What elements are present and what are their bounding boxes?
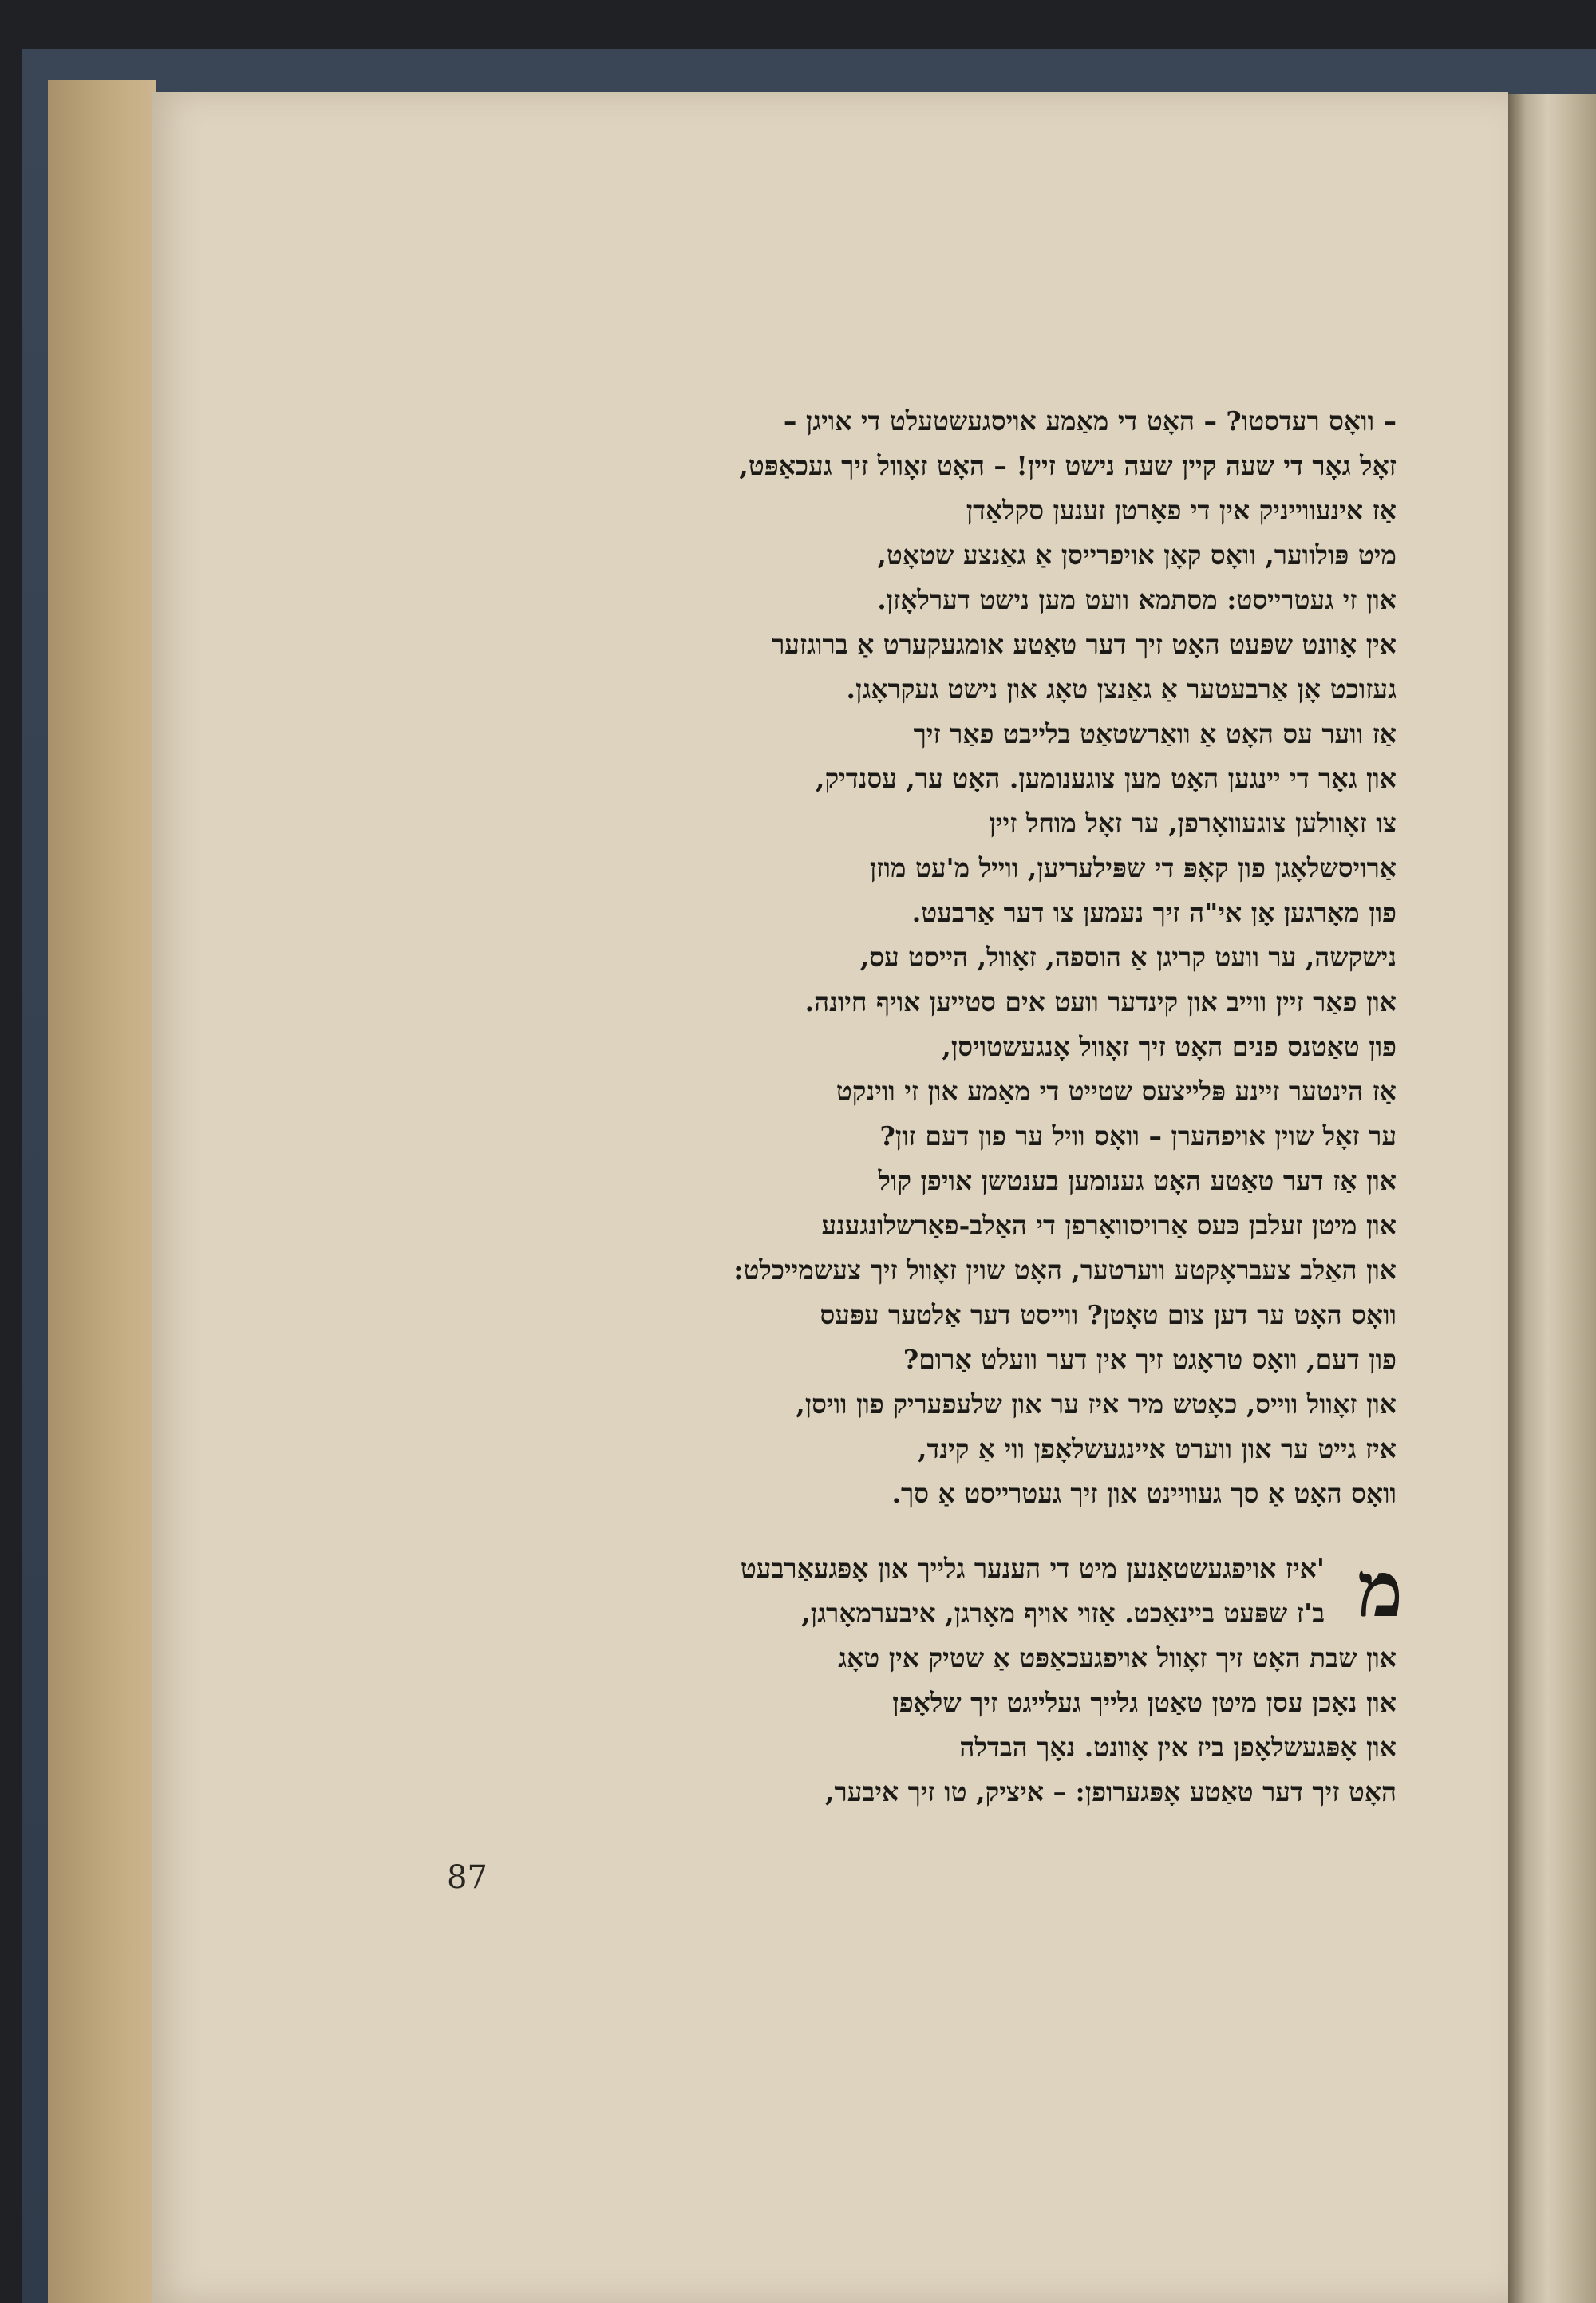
paragraph-gap — [527, 1516, 1396, 1547]
text-line: אין אָוונט שפּעט האָט זיך דער טאַטע אומגעקערט אַ ברוגזער — [772, 629, 1396, 660]
text-line: צו זאָוולען צוגעוואָרפן, ער זאָל מוחל זיין — [989, 808, 1396, 839]
text-line: אַרויסשלאָגן פון קאָפּ די שפּילעריען, ווייל מ'עט מוזן — [869, 852, 1396, 883]
text-line: אַז אינעווייניק אין די פאָרטן זענען סקלאַדן — [966, 495, 1396, 526]
text-line: פון טאַטנס פנים האָט זיך זאָוול אָנגעשטויסן, — [942, 1031, 1396, 1062]
text-line: ער זאָל שוין אויפהערן – וואָס וויל ער פון דעם זון? — [879, 1120, 1396, 1152]
text-line: און פאַר זיין ווייב און קינדער וועט אים סטייען אויף חיונה. — [804, 986, 1396, 1017]
text-line: פון מאָרגען אָן אי"ה זיך נעמען צו דער אַרבעט. — [911, 897, 1396, 928]
paragraph-2 — [527, 1544, 1403, 1815]
text-line: האָט זיך דער טאַטע אָפּגערופן: – איציק, טו זיך איבער, — [825, 1776, 1396, 1807]
text-line: און נאָכן עסן מיטן טאַטן גלייך געלייגט זיך שלאָפן — [892, 1687, 1396, 1718]
page-number: 87 — [447, 1859, 488, 1896]
text-line: און זאָוול ווייס, כאָטש מיר איז ער און שלעפעריק פון וויסן, — [796, 1389, 1396, 1420]
text-line: און שבת האָט זיך זאָוול אויפגעכאַפּט אַ שטיק אין טאָג — [838, 1642, 1396, 1673]
text-line: און זי געטרייסט: מסתמא וועט מען נישט דערלאָזן. — [877, 584, 1396, 615]
body-text — [527, 399, 1403, 1815]
text-line: פון דעם, וואָס טראָגט זיך אין דער וועלט אַרום? — [903, 1344, 1396, 1375]
text-line: און גאָר די יינגען האָט מען צוגענומען. האָט ער, עסנדיק, — [816, 763, 1396, 794]
text-line: און אָפּגעשלאָפן ביז אין אָוונט. נאָך הבדלה — [959, 1732, 1396, 1763]
text-line: 'איז אויפגעשטאַנען מיט די הענער גלייך און אָפּגעאַרבעט — [740, 1553, 1325, 1584]
text-line: און מיטן זעלבן כּעס אַרויסוואָרפן די האַלב-פאַרשלונגענע — [821, 1210, 1396, 1241]
text-line: אַז הינטער זיינע פּלייצעס שטייט די מאַמע און זי ווינקט — [836, 1076, 1396, 1107]
text-line: זאָל גאָר די שעה קיין שעה נישט זיין! – האָט זאָוול זיך געכאַפּט, — [739, 450, 1396, 481]
drop-cap: מ — [1357, 1544, 1403, 1634]
text-line: אַז ווער עס האָט אַ וואַרשטאַט בלייבט פאַר זיך — [913, 718, 1396, 749]
page-right-edge — [1508, 94, 1596, 2303]
paragraph-1 — [527, 399, 1396, 1516]
text-line: און האַלב צעבראָקטע ווערטער, האָט שוין זאָוול זיך צעשמייכלט: — [733, 1254, 1396, 1286]
text-line: – וואָס רעדסטו? – האָט די מאַמע אויסגעשטעלט די אויגן – — [783, 405, 1396, 437]
text-line: געזוכט אָן אַרבעטער אַ גאַנצן טאָג און נישט געקראָגן. — [846, 674, 1396, 705]
text-line: נישקשה, ער וועט קריגן אַ הוספה, זאָוול, הייסט עס, — [859, 942, 1396, 973]
text-line: ב'ז שפּעט ביינאַכט. אַזוי אויף מאָרגן, איבערמאָרגן, — [801, 1598, 1325, 1629]
text-line: וואָס האָט אַ סך געוויינט און זיך געטרייסט אַ סך. — [891, 1478, 1396, 1509]
text-line: און אַז דער טאַטע האָט גענומען בענטשן אויפן קול — [878, 1165, 1396, 1196]
text-line: איז גייט ער און ווערט איינגעשלאָפן ווי אַ קינד, — [918, 1433, 1396, 1464]
text-line: וואָס האָט ער דען צום טאָטן? ווייסט דער אַלטער עפּעס — [820, 1299, 1396, 1330]
page-edge-left — [48, 80, 156, 2303]
text-line: מיט פּולווער, וואָס קאָן אויפרייסן אַ גאַנצע שטאָט, — [877, 539, 1396, 571]
